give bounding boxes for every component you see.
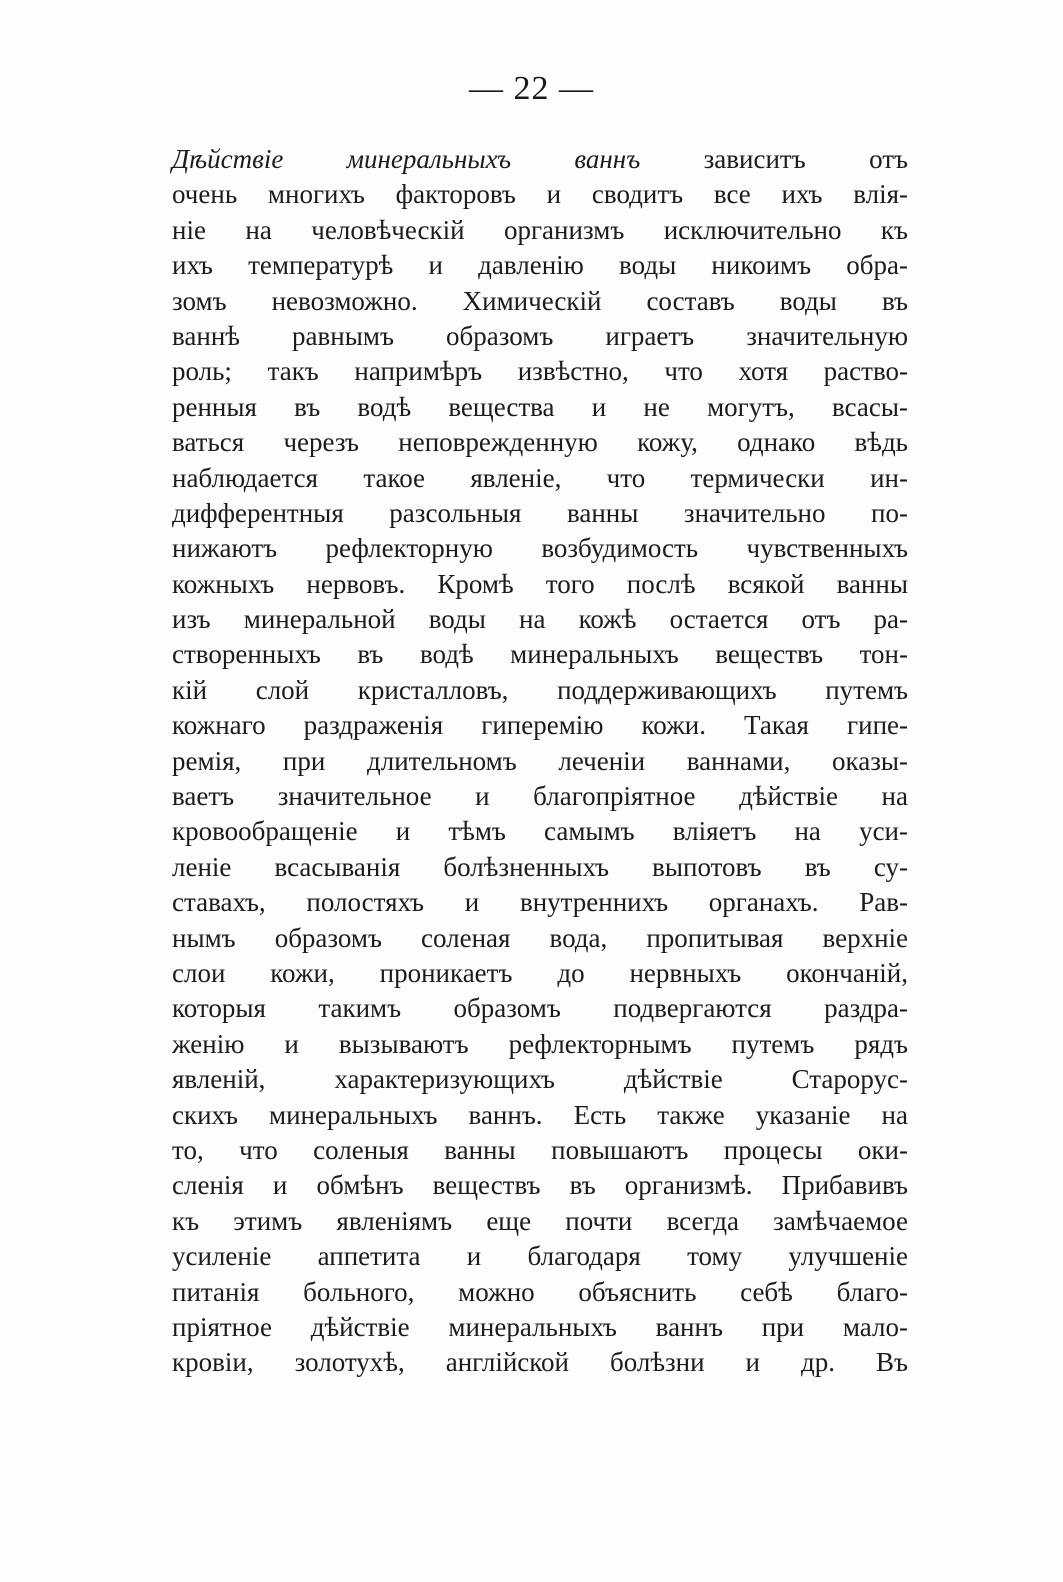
text-line: прiятное дѣйствiе минеральныхъ ваннъ при мало-	[172, 1311, 908, 1342]
text-line: дифферентныя разсольныя ванны значительно по-	[172, 497, 908, 528]
text-line: которыя такимъ образомъ подвергаются раздра-	[172, 993, 908, 1024]
text-line: скихъ минеральныхъ ваннъ. Есть также указанiе на	[172, 1099, 908, 1130]
text-line: ваться черезъ неповрежденную кожу, однако вѣдь	[172, 427, 908, 458]
text-line: створенныхъ въ водѣ минеральныхъ веществъ тон-	[172, 639, 908, 670]
text-line: кiй слой кристалловъ, поддерживающихъ путемъ	[172, 674, 908, 705]
text-line: изъ минеральной воды на кожѣ остается отъ ра-	[172, 604, 908, 635]
text-line: явленiй, характеризующихъ дѣйствiе Старорус-	[172, 1064, 908, 1095]
italic-lead: Дѣйствіе минеральныхъ ваннъ	[172, 144, 641, 174]
text-line: нiе на человѣческiй организмъ исключительно къ	[172, 214, 908, 245]
text-line: ремiя, при длительномъ леченiи ваннами, оказы-	[172, 745, 908, 776]
page-number: — 22 —	[469, 70, 594, 107]
text-line: кожнаго раздраженiя гиперемiю кожи. Такая гипе-	[172, 710, 908, 741]
text-line: очень многихъ факторовъ и сводитъ все ихъ влiя-	[172, 179, 908, 210]
text-line	[172, 142, 908, 177]
body-paragraph	[172, 142, 908, 1381]
text-line: къ этимъ явленiямъ еще почти всегда замѣчаемое	[172, 1205, 908, 1236]
text-line: питанiя больного, можно объяснить себѣ благо-	[172, 1276, 908, 1307]
text-line: кровообращенiе и тѣмъ самымъ влiяетъ на уси-	[172, 816, 908, 847]
text-line: ленiе всасыванiя болѣзненныхъ выпотовъ въ су-	[172, 851, 908, 882]
text-line: ставахъ, полостяхъ и внутреннихъ органахъ. Рав-	[172, 887, 908, 918]
text-line: усиленiе аппетита и благодаря тому улучшенiе	[172, 1241, 908, 1272]
text-line: наблюдается такое явленiе, что термически ин-	[172, 462, 908, 493]
text-line: ренныя въ водѣ вещества и не могутъ, всасы-	[172, 391, 908, 422]
text-line: женiю и вызываютъ рефлекторнымъ путемъ рядъ	[172, 1028, 908, 1059]
text-line: кожныхъ нервовъ. Кромѣ того послѣ всякой ванны	[172, 568, 908, 599]
text-line: зомъ невозможно. Химическiй составъ воды въ	[172, 285, 908, 316]
text-line: кровiи, золотухѣ, англiйской болѣзни и др. Въ	[172, 1347, 908, 1378]
text-line: нымъ образомъ соленая вода, пропитывая верхнiе	[172, 922, 908, 953]
text-line: сленiя и обмѣнъ веществъ въ организмѣ. Прибавивъ	[172, 1170, 908, 1201]
text-line: то, что соленыя ванны повышаютъ процесы оки-	[172, 1134, 908, 1165]
text-line: ваетъ значительное и благопрiятное дѣйствiе на	[172, 781, 908, 812]
text-line: ихъ температурѣ и давленiю воды никоимъ обра-	[172, 250, 908, 281]
line-text: зависитъ отъ	[703, 144, 909, 174]
text-line: нижаютъ рефлекторную возбудимость чувственныхъ	[172, 533, 908, 564]
text-line: слои кожи, проникаетъ до нервныхъ окончанiй,	[172, 957, 908, 988]
text-line: роль; такъ напримѣръ извѣстно, что хотя раство-	[172, 356, 908, 387]
text-line: ваннѣ равнымъ образомъ играетъ значительную	[172, 320, 908, 351]
